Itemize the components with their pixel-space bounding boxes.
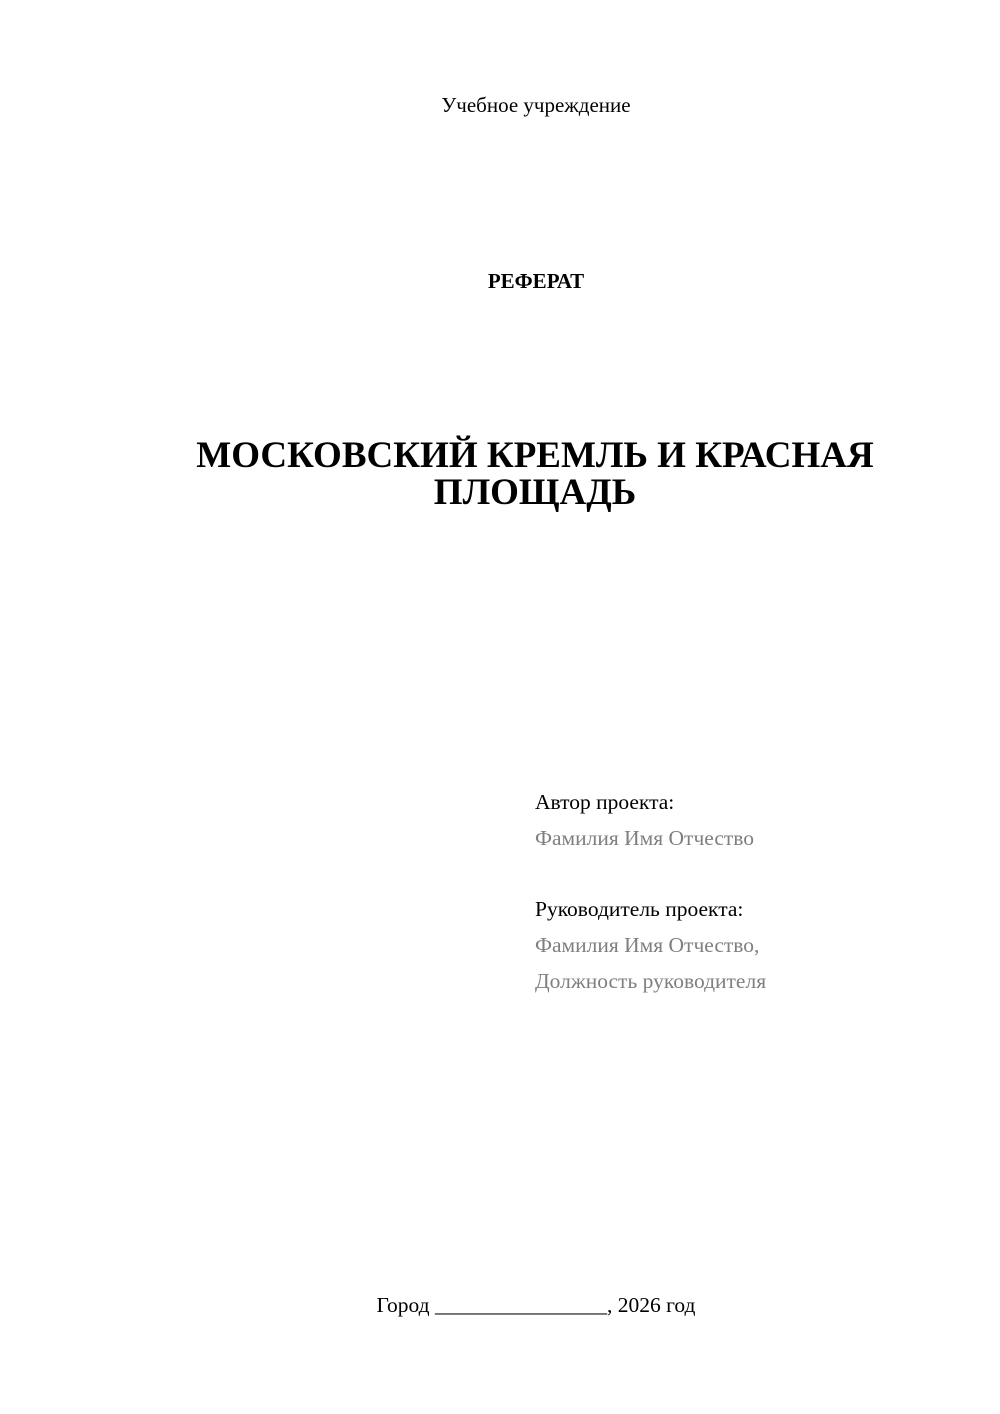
author-name: Фамилия Имя Отчество	[535, 826, 755, 850]
document-type: РЕФЕРАТ	[487, 269, 585, 293]
city-year-footer: Город ________________, 2026 год	[376, 1293, 696, 1317]
title-line-1: МОСКОВСКИЙ КРЕМЛЬ И КРАСНАЯ	[196, 435, 874, 476]
title-line-2: ПЛОЩАДЬ	[433, 472, 637, 513]
supervisor-name: Фамилия Имя Отчество,	[535, 933, 760, 957]
supervisor-position: Должность руководителя	[535, 969, 767, 993]
author-block	[535, 784, 754, 856]
supervisor-label: Руководитель проекта:	[535, 897, 744, 921]
author-label: Автор проекта:	[535, 790, 675, 814]
institution-name: Учебное учреждение	[441, 93, 631, 117]
document-title	[170, 437, 900, 511]
supervisor-block	[535, 891, 766, 999]
